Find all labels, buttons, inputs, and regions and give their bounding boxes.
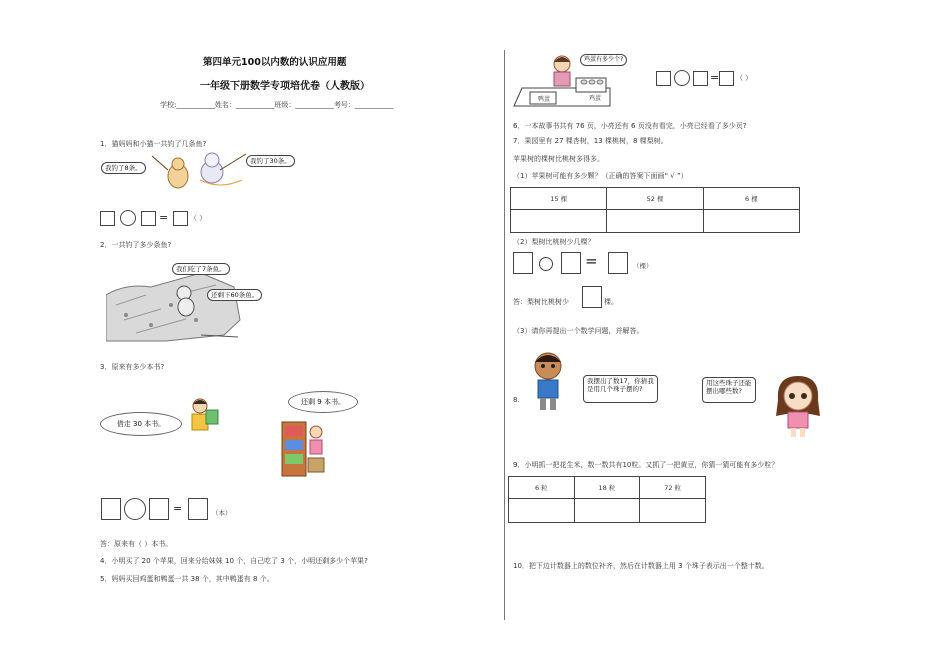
q4-text: 4．小明买了 20 个苹果，回来分给妹妹 10 个，自己吃了 3 个，小明还剩多少个苹果?: [100, 557, 368, 565]
q9-text: 9．小明抓一把花生米，数一数共有10粒。又抓了一把黄豆，你猜一猜可能有多少粒？: [513, 461, 779, 469]
q7-option-cell: 15 棵: [511, 188, 607, 210]
column-divider: [504, 50, 505, 620]
q5-answer-box-1[interactable]: [656, 71, 671, 86]
q7-check-cell[interactable]: [511, 210, 607, 233]
q3-cloud-borrowed: 借走 30 本书。: [100, 412, 182, 436]
q7-options-table: [510, 187, 800, 233]
q9-option-cell: 18 粒: [574, 477, 640, 499]
q3-answer-line: 答：原来有（ ）本书。: [100, 540, 173, 548]
q3-equals-sign: =: [173, 502, 183, 515]
q1-answer-box-2[interactable]: [141, 211, 156, 226]
q5-unit: （ ）: [736, 74, 753, 82]
q5-equals-sign: =: [710, 71, 720, 84]
q7-answer-box-3[interactable]: [608, 252, 628, 274]
q8-bubble-boy-line1: 我摆出了数17，你猜我: [587, 377, 654, 385]
q7-part1: （1）苹果树可能有多少颗？（正确的答案下面画“ √ ”）: [513, 172, 688, 180]
q9-option-cell: 72 粒: [640, 477, 706, 499]
page-subtitle: 一年级下册数学专项培优卷（人教版）: [200, 81, 370, 92]
q7-check-cell[interactable]: [703, 210, 799, 233]
q7-answer-box-1[interactable]: [513, 252, 533, 274]
q5-operator-circle[interactable]: [674, 70, 690, 86]
q5-label-chicken-eggs: 鸡蛋: [589, 95, 602, 102]
q7-part2: （2）梨树比桃树少几棵？: [513, 238, 595, 246]
q3-text: 3．原来有多少本书?: [100, 363, 165, 371]
q3-answer-box-2[interactable]: [149, 498, 169, 520]
q6-text: 6．一本故事书共有 76 页，小亮还有 6 页没有看完，小亮已经看了多少页?: [513, 122, 747, 130]
q7-text: 7．果园里有 27 棵杏树，13 棵桃树，8 棵梨树。: [513, 137, 668, 145]
q3-answer-box-3[interactable]: [188, 498, 208, 520]
q7-answer-box-2[interactable]: [561, 252, 581, 274]
q5-answer-box-3[interactable]: [719, 71, 734, 86]
q8-boy-illustration: [528, 350, 568, 412]
q1-fishing-cats-illustration: [150, 150, 250, 192]
q7-operator-circle[interactable]: [539, 257, 553, 271]
q3-operator-circle[interactable]: [124, 498, 146, 520]
q2-fishing-illustration: [106, 265, 241, 343]
q8-speech-bubble-boy: [583, 375, 658, 403]
q7-answer-fill-box[interactable]: [582, 286, 602, 308]
q5-answer-box-2[interactable]: [693, 71, 708, 86]
q3-girl-with-books-illustration: [180, 396, 222, 438]
q10-text: 10．把下边计数器上的数位补齐，然后在计数器上用 3 个珠子表示出一个整十数。: [513, 562, 769, 570]
q9-option-cell: 6 粒: [509, 477, 575, 499]
q1-speech-bubble-cat: 我钓了8条。: [101, 162, 146, 174]
q8-bubble-girl-line2: 摆出哪些数?: [706, 387, 742, 395]
q9-check-cell[interactable]: [640, 499, 706, 523]
q7-part3: （3）请你再提出一个数学问题，并解答。: [513, 327, 644, 335]
q7-answer-suffix: 棵。: [604, 298, 618, 306]
q3-cloud-remaining: 还剩 9 本书。: [288, 391, 358, 413]
q2-text: 2．一共钓了多少条鱼?: [100, 241, 172, 249]
q2-speech-bubble-2: 还剩下60条鱼。: [207, 289, 262, 301]
q8-bubble-boy-line2: 是用几个珠子摆的?: [587, 385, 643, 393]
q1-text: 1．猫妈妈和小猫一共钓了几条鱼?: [100, 140, 207, 148]
page-title: 第四单元100以内数的认识应用题: [203, 57, 347, 68]
q1-equals-sign: =: [159, 211, 169, 224]
q8-bubble-girl-line1: 用这些珠子还能: [706, 379, 752, 387]
q7-option-cell: 6 棵: [703, 188, 799, 210]
q5-speech-bubble: 鸡蛋有多少个?: [580, 54, 627, 66]
q1-operator-circle[interactable]: [120, 210, 136, 226]
q1-answer-box-3[interactable]: [173, 211, 188, 226]
q7-answer-prefix: 答：梨树比桃树少: [513, 298, 569, 306]
q1-speech-bubble-mother: 我钓了30条。: [246, 155, 295, 167]
q7-subtext: 苹果树的棵树比桃树多得多。: [513, 155, 604, 163]
q3-answer-box-1[interactable]: [101, 498, 121, 520]
q3-bookshelf-illustration: [280, 418, 330, 478]
q5-text: 5．妈妈买回鸡蛋和鸭蛋一共 38 个，其中鸭蛋有 8 个。: [100, 575, 274, 583]
q1-unit: （ ）: [190, 214, 207, 222]
q9-options-table: [508, 476, 706, 523]
q8-girl-illustration: [770, 372, 826, 438]
q3-unit: （本）: [212, 509, 232, 517]
q5-label-duck-eggs: 鸭蛋: [538, 96, 551, 103]
q7-unit: （棵）: [633, 262, 653, 270]
q8-number: 8.: [513, 396, 520, 404]
q9-check-cell[interactable]: [574, 499, 640, 523]
q7-option-cell: 52 棵: [607, 188, 703, 210]
q8-speech-bubble-girl: [702, 377, 756, 403]
q9-check-cell[interactable]: [509, 499, 575, 523]
q2-speech-bubble-1: 我们吃了7条鱼。: [172, 263, 230, 275]
q7-equals-sign: =: [585, 252, 598, 270]
q7-check-cell[interactable]: [607, 210, 703, 233]
q1-answer-box-1[interactable]: [100, 211, 115, 226]
student-info-line: 学校:___________姓名：___________班级：___________考号：___________: [160, 101, 394, 109]
